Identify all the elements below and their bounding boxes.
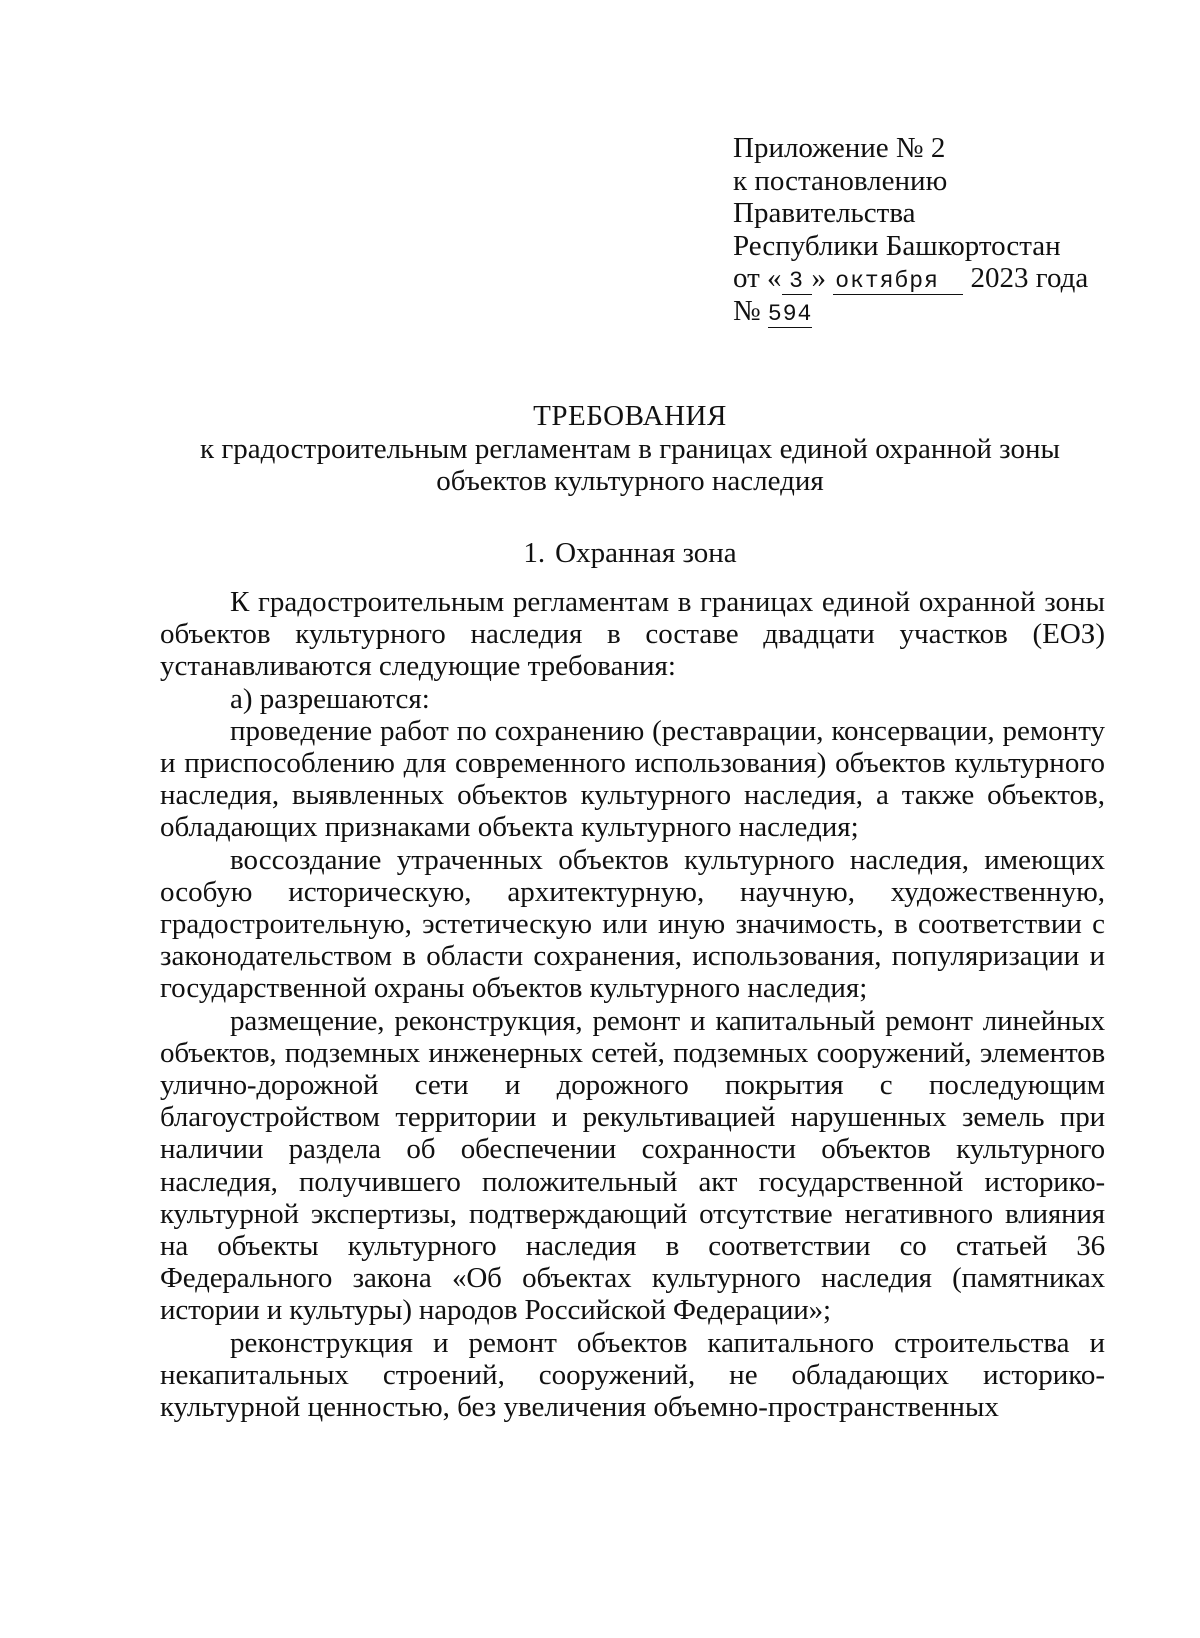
- paragraph-preservation-works: проведение работ по сохранению (реставрации, консервации, ремонту и приспособлению для современного использования) объектов культурного наследия, выявленных объектов культурного наследия, а также объектов, обладающих признаками объекта культурного наследия;: [160, 714, 1105, 844]
- section-title: Охранная зона: [555, 537, 737, 569]
- appendix-block: [733, 132, 1173, 328]
- paragraph-recreation: воссоздание утраченных объектов культурного наследия, имеющих особую историческую, архитектурную, научную, художественную, градостроительную, эстетическую или иную значимость, в соответствии с законодательством в области сохранения, использования, популяризации и государственной охраны объектов культурного наследия;: [160, 843, 1105, 1005]
- doc-number: 594: [767, 301, 813, 327]
- appendix-date-line: [733, 262, 1173, 295]
- date-prefix: от «: [733, 262, 782, 294]
- appendix-republic-line: Республики Башкортостан: [733, 229, 1061, 262]
- document-title-block: [160, 400, 1100, 498]
- document-body: [160, 586, 1105, 1423]
- date-mid: »: [811, 262, 827, 294]
- appendix-number-line: Приложение № 2: [733, 132, 946, 164]
- section-heading: [160, 537, 1100, 569]
- document-subtitle-line-2: объектов культурного наследия: [436, 465, 824, 497]
- appendix-doc-number-line: [733, 295, 1173, 328]
- appendix-resolution-line: к постановлению: [733, 164, 948, 197]
- paragraph-reconstruction: реконструкция и ремонт объектов капитального строительства и некапитальных строений, сооружений, не обладающих историко-культурной ценностью, без увеличения объемно-пространственных: [160, 1326, 1105, 1424]
- paragraph-linear-objects: размещение, реконструкция, ремонт и капитальный ремонт линейных объектов, подземных инженерных сетей, подземных сооружений, элементов улично-дорожной сети и дорожного покрытия с последующим благоустройством территории и рекультивацией нарушенных земель при наличии раздела об обеспечении сохранности объектов культурного наследия, получившего положительный акт государственной историко-культурной экспертизы, подтверждающий отсутствие негативного влияния на объекты культурного наследия в соответствии со статьей 36 Федерального закона «Об объектах культурного наследия (памятниках истории и культуры) народов Российской Федерации»;: [160, 1004, 1105, 1327]
- document-subtitle-line-1: к градостроительным регламентам в границах единой охранной зоны: [200, 432, 1060, 465]
- section-number: 1.: [523, 537, 546, 569]
- number-label: №: [733, 295, 761, 327]
- paragraph-intro: К градостроительным регламентам в границах единой охранной зоны объектов культурного наследия в составе двадцати участков (ЕОЗ) устанавливаются следующие требования:: [160, 586, 1105, 683]
- appendix-government-line: Правительства: [733, 197, 916, 229]
- date-day: 3: [782, 268, 812, 295]
- date-year: 2023 года: [970, 262, 1089, 294]
- document-title: ТРЕБОВАНИЯ: [533, 400, 727, 432]
- date-month: октября: [833, 268, 963, 295]
- paragraph-allowed-heading: а) разрешаются:: [230, 682, 430, 715]
